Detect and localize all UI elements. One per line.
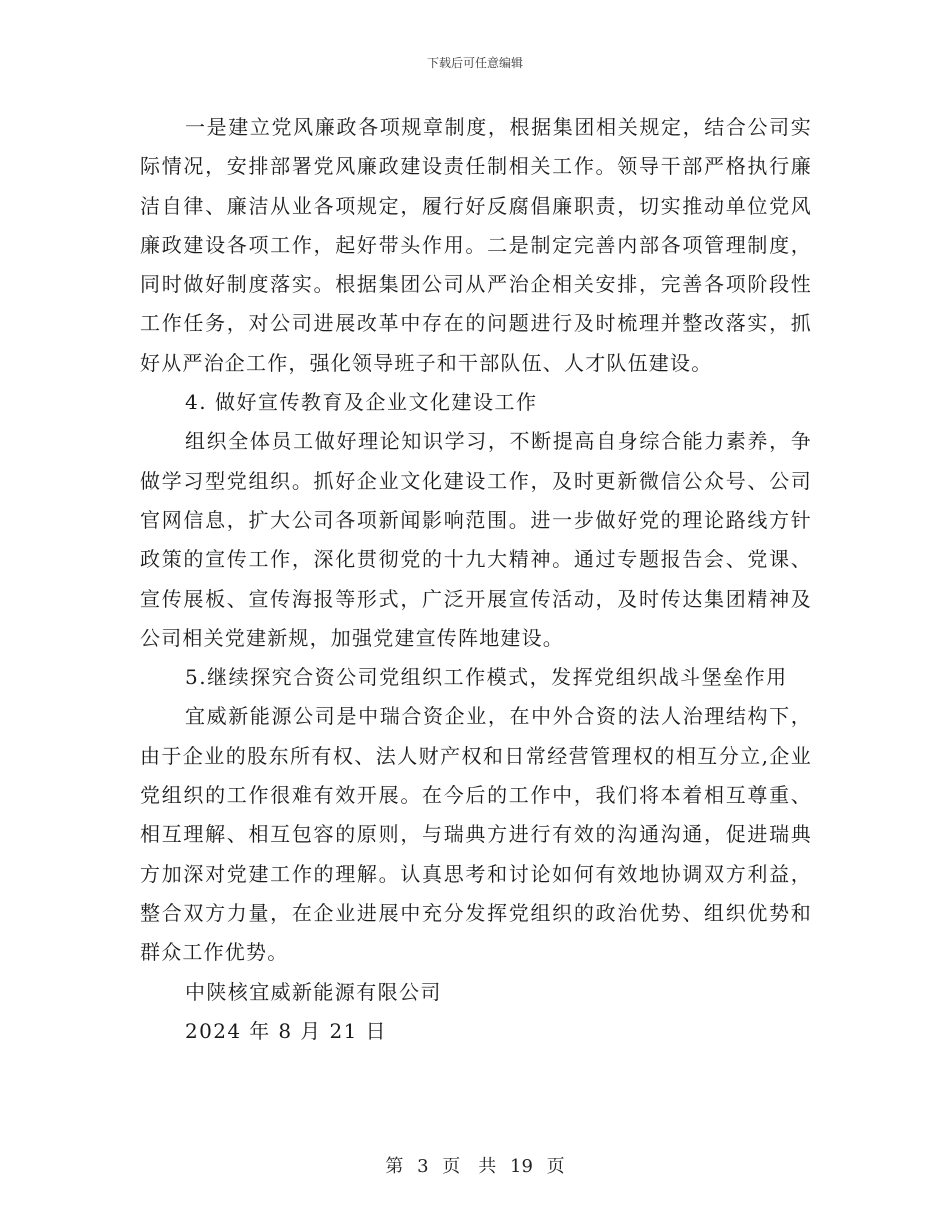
page-middle: 页 共 [442,1156,497,1177]
page-suffix: 页 [546,1156,565,1177]
signature-organization: 中陕核宜威新能源有限公司 [185,979,442,1004]
page-current: 3 [417,1156,429,1177]
paragraph-discipline: 一是建立党风廉政各项规章制度，根据集团相关规定，结合公司实际情况，安排部署党风廉政建设责任制相关工作。领导干部严格执行廉洁自律、廉洁从业各项规定，履行好反腐倡廉职责，切实推动单位党风廉政建设各项工作，起好带头作用。二是制定完善内部各项管理制度，同时做好制度落实。根据集团公司从严治企相关安排，完善各项阶段性工作任务，对公司进展改革中存在的问题进行及时梳理并整改落实，抓好从严治企工作，强化领导班子和干部队伍、人才队伍建设。 [140,115,812,375]
paragraph-joint-venture: 宜威新能源公司是中瑞合资企业，在中外合资的法人治理结构下，由于企业的股东所有权、法人财产权和日常经营管理权的相互分立,企业党组织的工作很难有效开展。在今后的工作中，我们将本着相互尊重、相互理解、相互包容的原则，与瑞典方进行有效的沟通沟通，促进瑞典方加深对党建工作的理解。认真思考和讨论如何有效地协调双方利益，整合双方力量，在企业进展中充分发挥党组织的政治优势、组织优势和群众工作优势。 [140,704,812,965]
page-total: 19 [510,1156,533,1177]
header-note: 下载后可任意编辑 [426,56,523,70]
signature-date: 2024 年 8 月 21 日 [185,1018,387,1043]
section-heading-4: 4. 做好宣传教育及企业文化建设工作 [185,390,538,415]
section-heading-5: 5.继续探究合资公司党组织工作模式，发挥党组织战斗堡垒作用 [185,665,788,690]
document-body [140,108,812,1051]
page-prefix: 第 [385,1156,404,1177]
page-number [0,1152,950,1178]
paragraph-publicity: 组织全体员工做好理论知识学习，不断提高自身综合能力素养，争做学习型党组织。抓好企业文化建设工作，及时更新微信公众号、公司官网信息，扩大公司各项新闻影响范围。进一步做好党的理论路线方针政策的宣传工作，深化贯彻党的十九大精神。通过专题报告会、党课、宣传展板、宣传海报等形式，广泛开展宣传活动，及时传达集团精神及公司相关党建新规，加强党建宣传阵地建设。 [140,429,812,650]
